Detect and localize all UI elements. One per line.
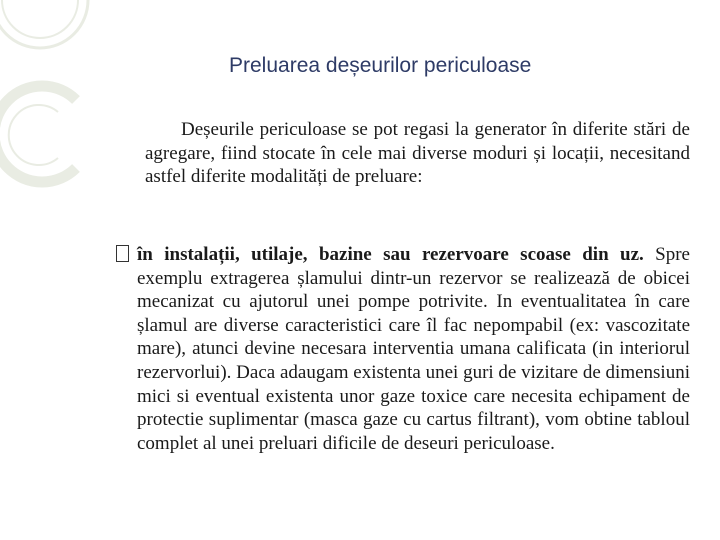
bullet-lead: în instalații, utilaje, bazine sau rezervoare scoase din uz. [137,244,644,265]
intro-paragraph: Deșeurile periculoase se pot regasi la generator în diferite stări de agregare, fiind stocate în cele mai diverse moduri și locații, necesitand astfel diferite modalități de preluare: [145,119,690,187]
bullet-body: Spre exemplu extragerea șlamului dintr-un rezervor se realizează de obicei mecanizat cu ajutorul unei pompe potrivite. In eventualitatea în care șlamul are diverse caracteristici care îl fac nepompabil (ex: vascozitate mare), atunci devine necesara interventia umana calificata (in interiorul rezervorlui). Daca adaugam existenta unei guri de vizitare de dimensiuni mici si eventual existenta unor gaze toxice care necesita echipament de protectie suplimentar (masca gaze cu cartus filtrant), vom obtine tabloul complet al unei preluari dificile de deseuri periculoase. [137,244,690,454]
upper-ring [0,0,88,48]
corner-decoration [0,0,88,182]
bullet-item [137,243,690,455]
square-bullet-icon [116,245,129,262]
lower-inner-arc [9,105,58,165]
decorative-circles [0,0,120,220]
upper-inner-ring [2,0,78,38]
slide-title: Preluarea deșeurilor periculoase [229,54,532,77]
lower-crescent [0,86,76,182]
